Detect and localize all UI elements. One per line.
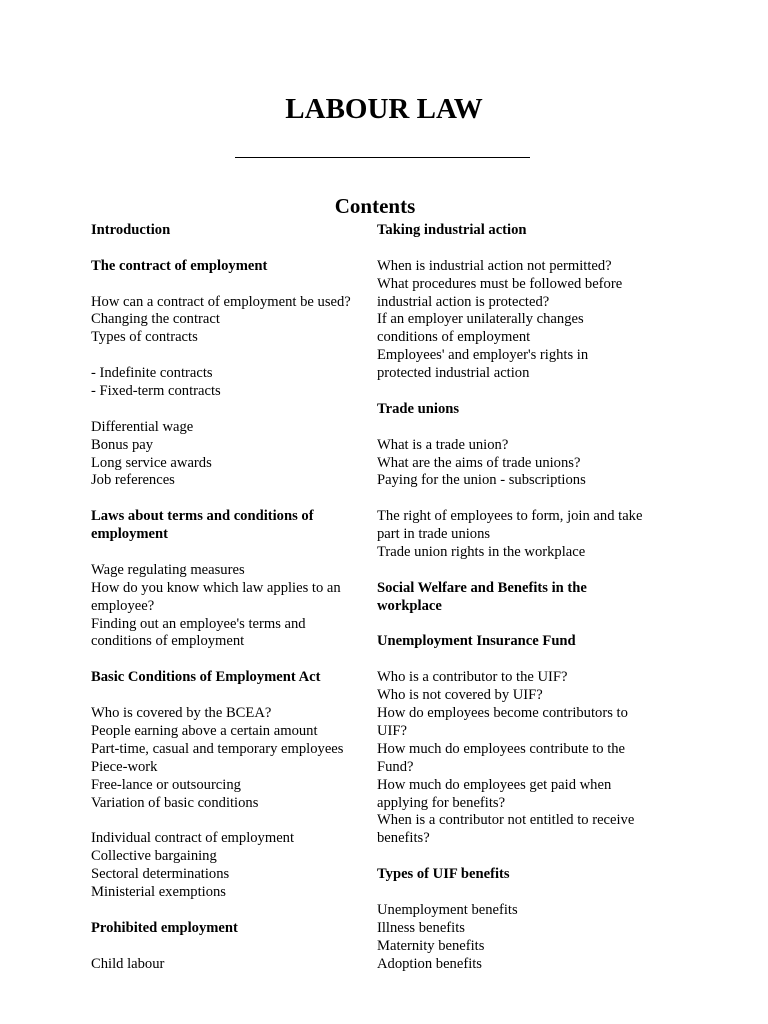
contents-entry: Paying for the union - subscriptions	[377, 472, 586, 489]
section-heading: Basic Conditions of Employment Act	[91, 669, 321, 686]
contents-entry: Bonus pay	[91, 436, 154, 453]
contents-entry: applying for benefits?	[377, 794, 506, 811]
contents-entry: Free-lance or outsourcing	[91, 776, 241, 793]
contents-entry: conditions of employment	[377, 329, 531, 346]
contents-entry: How much do employees contribute to the	[377, 740, 626, 757]
blank-line	[91, 938, 351, 956]
blank-line	[377, 419, 642, 437]
section-heading: employment	[91, 526, 169, 543]
contents-entry: - Indefinite contracts	[91, 365, 213, 382]
blank-line	[91, 544, 351, 562]
section-heading: workplace	[377, 597, 442, 614]
section-heading: Social Welfare and Benefits in the	[377, 579, 587, 596]
contents-entry: benefits?	[377, 830, 430, 847]
contents-entry: What procedures must be followed before	[377, 275, 623, 292]
contents-entry: How do you know which law applies to an	[91, 579, 341, 596]
contents-entry: Who is a contributor to the UIF?	[377, 669, 568, 686]
contents-entry: If an employer unilaterally changes	[377, 311, 584, 328]
blank-line	[91, 276, 351, 294]
contents-entry: part in trade unions	[377, 526, 491, 543]
contents-left-column	[91, 222, 351, 973]
contents-entry: The right of employees to form, join and take	[377, 508, 643, 525]
contents-entry: Illness benefits	[377, 919, 465, 936]
section-heading: Laws about terms and conditions of	[91, 508, 314, 525]
contents-entry: industrial action is protected?	[377, 293, 550, 310]
contents-entry: When is a contributor not entitled to receive	[377, 812, 635, 829]
blank-line	[91, 812, 351, 830]
contents-entry: When is industrial action not permitted?	[377, 257, 612, 274]
contents-entry: conditions of employment	[91, 633, 245, 650]
contents-entry: Child labour	[91, 955, 165, 972]
blank-line	[91, 490, 351, 508]
contents-entry: protected industrial action	[377, 365, 530, 382]
contents-entry: Piece-work	[91, 758, 158, 775]
contents-entry: Who is not covered by UIF?	[377, 687, 543, 704]
contents-entry: Finding out an employee's terms and	[91, 615, 306, 632]
contents-entry: UIF?	[377, 722, 407, 739]
contents-entry: Fund?	[377, 758, 414, 775]
blank-line	[377, 884, 642, 902]
contents-entry: Part-time, casual and temporary employees	[91, 740, 344, 757]
contents-entry: Wage regulating measures	[91, 561, 245, 578]
contents-entry: Unemployment benefits	[377, 901, 518, 918]
contents-entry: What are the aims of trade unions?	[377, 454, 581, 471]
title-divider	[235, 157, 530, 158]
blank-line	[91, 687, 351, 705]
contents-entry: How do employees become contributors to	[377, 705, 628, 722]
blank-line	[91, 651, 351, 669]
contents-entry: employee?	[91, 597, 155, 614]
blank-line	[377, 562, 642, 580]
contents-entry: Employees' and employer's rights in	[377, 347, 589, 364]
contents-entry: Variation of basic conditions	[91, 794, 259, 811]
contents-entry: What is a trade union?	[377, 436, 509, 453]
contents-entry: Sectoral determinations	[91, 866, 230, 883]
blank-line	[377, 848, 642, 866]
blank-line	[91, 240, 351, 258]
blank-line	[377, 616, 642, 634]
contents-right-column	[377, 222, 642, 973]
blank-line	[377, 651, 642, 669]
contents-heading: Contents	[334, 194, 416, 218]
section-heading: The contract of employment	[91, 257, 268, 274]
contents-entry: Long service awards	[91, 454, 212, 471]
blank-line	[377, 240, 642, 258]
section-heading: Unemployment Insurance Fund	[377, 633, 576, 650]
contents-entry: Changing the contract	[91, 311, 220, 328]
contents-entry: Trade union rights in the workplace	[377, 544, 586, 561]
section-heading: Prohibited employment	[91, 919, 238, 936]
contents-entry: Collective bargaining	[91, 848, 217, 865]
section-heading: Introduction	[91, 222, 171, 238]
section-heading: Taking industrial action	[377, 222, 527, 238]
contents-entry: Types of contracts	[91, 329, 198, 346]
blank-line	[377, 383, 642, 401]
section-heading: Trade unions	[377, 400, 460, 417]
contents-entry: Who is covered by the BCEA?	[91, 705, 272, 722]
blank-line	[91, 347, 351, 365]
contents-entry: - Fixed-term contracts	[91, 383, 221, 400]
contents-entry: Ministerial exemptions	[91, 883, 226, 900]
contents-entry: How can a contract of employment be used?	[91, 293, 351, 310]
contents-entry: Maternity benefits	[377, 937, 485, 954]
section-heading: Types of UIF benefits	[377, 866, 510, 883]
blank-line	[91, 902, 351, 920]
contents-entry: How much do employees get paid when	[377, 776, 612, 793]
blank-line	[377, 490, 642, 508]
contents-entry: Job references	[91, 472, 175, 489]
contents-entry: Differential wage	[91, 418, 194, 435]
contents-entry: Individual contract of employment	[91, 830, 295, 847]
document-title: LABOUR LAW	[285, 93, 483, 125]
contents-entry: People earning above a certain amount	[91, 722, 318, 739]
blank-line	[91, 401, 351, 419]
contents-entry: Adoption benefits	[377, 955, 482, 972]
